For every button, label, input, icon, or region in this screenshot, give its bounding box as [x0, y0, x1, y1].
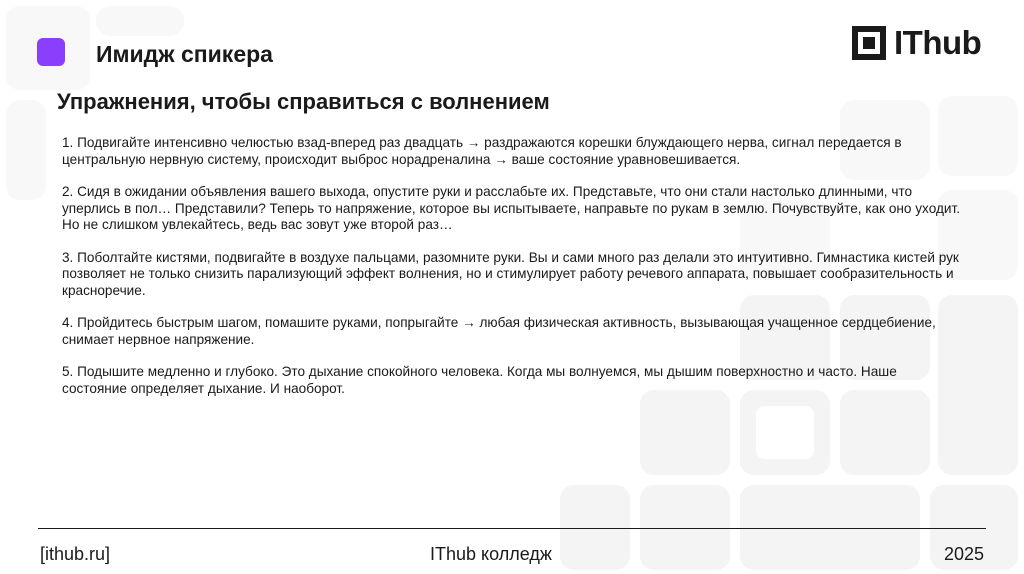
section-accent-square — [37, 38, 65, 66]
slide-title: Упражнения, чтобы справиться с волнением — [57, 89, 550, 114]
background-tile — [6, 100, 46, 200]
footer-divider — [38, 528, 986, 529]
logo-mark-icon — [852, 26, 886, 60]
footer-year: 2025 — [943, 544, 984, 564]
exercise-list — [62, 135, 962, 413]
exercise-paragraph-4: 4. Пройдитесь быстрым шагом, помашите руками, попрыгайте → любая физическая активность, вызывающая учащенное сердцебиение, снимает нервное напряжение. — [62, 315, 936, 347]
exercise-paragraph-5: 5. Подышите медленно и глубоко. Это дыхание спокойного человека. Когда мы волнуемся, мы дышим поверхностно и часто. Наше состояние определяет дыхание. И наоборот. — [62, 364, 897, 396]
exercise-paragraph-2: 2. Сидя в ожидании объявления вашего выхода, опустите руки и расслабьте их. Представьте, что они стали настолько длинными, что уперлись в пол… Представили? Теперь то напряжение, которое вы испытываете, направьте по рукам в землю. Почувствуйте, как оно уходит. Но не слишком увлекайтесь, ведь вас зовут уже второй раз… — [62, 184, 960, 232]
footer-college-name: IThub колледж — [430, 544, 552, 564]
exercise-paragraph-3: 3. Поболтайте кистями, подвигайте в воздухе пальцами, разомните руки. Вы и сами много раз делали это интуитивно. Гимнастика кистей рук позволяет не только снизить парализующий эффект волнения, но и стимулирует работу речевого аппарата, повышает сообразительность и красноречие. — [62, 249, 959, 298]
logo-text: IThub — [894, 24, 982, 61]
ithub-logo — [852, 25, 981, 61]
footer-site-link[interactable]: [ithub.ru] — [40, 544, 111, 564]
section-title: Имидж спикера — [96, 41, 273, 67]
background-tile — [96, 6, 184, 36]
background-tile-hole — [756, 406, 814, 459]
exercise-paragraph-1: 1. Подвигайте интенсивно челюстью взад-вперед раз двадцать → раздражаются корешки блуждающего нерва, сигнал передается в центральную нервную систему, происходит выброс норадреналина → ваше состояние уравновешивается. — [62, 135, 902, 167]
